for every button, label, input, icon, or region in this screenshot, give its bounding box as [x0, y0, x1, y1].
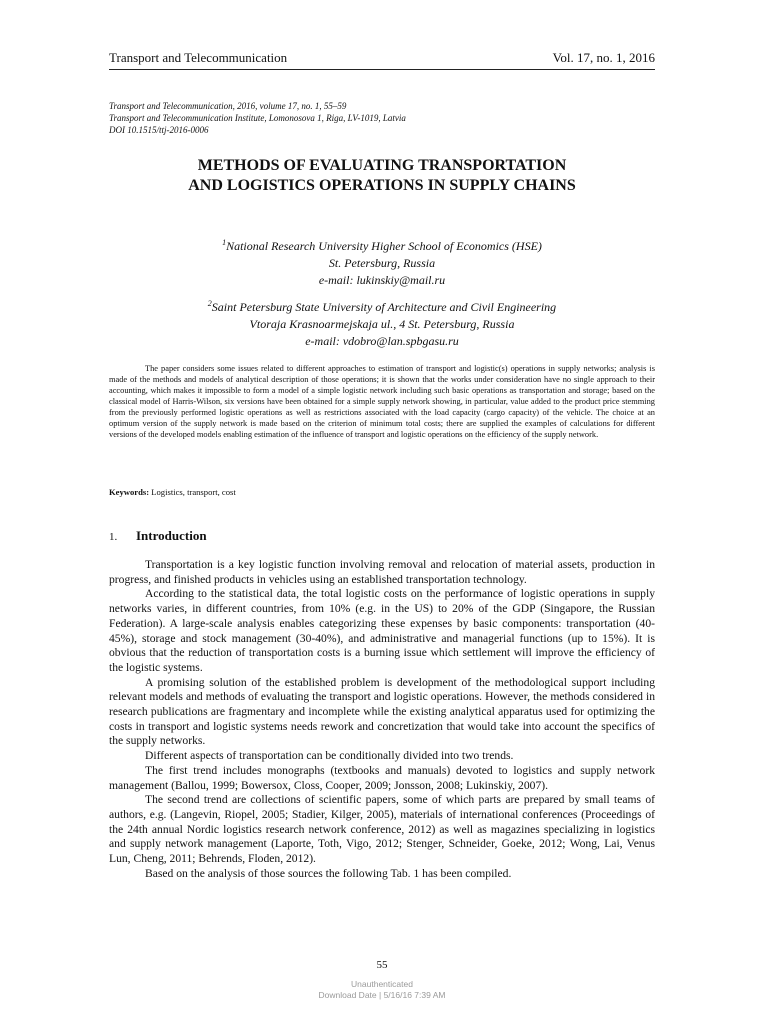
- section-title: Introduction: [136, 528, 207, 543]
- citation-block: [109, 100, 655, 136]
- affiliation-block: [109, 299, 655, 350]
- section-body: [109, 558, 655, 881]
- keywords: [109, 487, 655, 498]
- citation-line: Transport and Telecommunication, 2016, volume 17, no. 1, 55–59: [109, 101, 347, 111]
- title-line: METHODS OF EVALUATING TRANSPORTATION: [197, 157, 567, 174]
- abstract: The paper considers some issues related to different approaches to estimation of transport and logistic(s) operations in supply networks; analysis is made of the methods and models of analytical description of those operations; it is shown that the works under consideration have no single approach to their accounting, which makes it impossible to form a model of a simple logistic network including such basic operations as transportation and storage; based on the classical model of Harris-Wilson, six versions have been obtained for a simple supply network showing, in particular, value added to the product price stemming from the previously performed logistic operations as well as restrictions associated with the load capacity (cargo capacity) of the vehicle. The choice at an optimum version of the supply network is made based on the criterion of minimum total costs; there are supplied the examples of calculations for different versions of the developed models enabling estimation of the influence of transport and logistic operations on the efficiency of the supply network.: [109, 364, 655, 439]
- paragraph: Different aspects of transportation can be conditionally divided into two trends.: [145, 749, 514, 763]
- keywords-label: Keywords:: [109, 487, 150, 497]
- affiliation-institution: [109, 299, 655, 316]
- affiliation-email: e-mail: lukinskiy@mail.ru: [318, 273, 446, 287]
- affiliation-address: St. Petersburg, Russia: [328, 256, 436, 270]
- affiliation-address: Vtoraja Krasnoarmejskaja ul., 4 St. Petersburg, Russia: [249, 317, 515, 331]
- institution-name: Saint Petersburg State University of Architecture and Civil Engineering: [211, 300, 557, 314]
- page-number: 55: [376, 959, 388, 971]
- journal-name: Transport and Telecommunication: [109, 50, 288, 65]
- paragraph: A promising solution of the established problem is development of the methodological support including relevant models and methods of evaluating the transport and logistic operations. However, the methods considered in research publications are fragmentary and incomplete while the existing analytical apparatus used for optimizing the costs in transport and logistic systems needs rework and concretization that would take into account the specifics of the supply networks.: [109, 675, 655, 748]
- title-line: AND LOGISTICS OPERATIONS IN SUPPLY CHAINS: [188, 177, 576, 194]
- watermark-line: Unauthenticated: [351, 979, 413, 989]
- doi-line: DOI 10.1515/ttj-2016-0006: [109, 125, 209, 135]
- section-heading: [109, 528, 655, 545]
- affiliation-block: [109, 238, 655, 289]
- keywords-list: Logistics, transport, cost: [149, 487, 236, 497]
- paragraph: Transportation is a key logistic function involving removal and relocation of material assets, production in progress, and finished products in vehicles using an established transportation technology.: [109, 558, 655, 586]
- citation-line: Transport and Telecommunication Institute, Lomonosova 1, Riga, LV-1019, Latvia: [109, 113, 406, 123]
- affiliation-institution: [109, 238, 655, 255]
- institution-name: National Research University Higher School of Economics (HSE): [226, 239, 542, 253]
- affiliation-marker: 1: [222, 238, 227, 247]
- affiliation-email: e-mail: vdobro@lan.spbgasu.ru: [305, 334, 459, 348]
- section-number: 1.: [109, 531, 118, 543]
- paragraph: According to the statistical data, the total logistic costs on the performance of logistic operations in supply networks varies, in different countries, from 10% (e.g. in the US) to 20% of the GDP (Singapore, the Russian Federation). A large-scale analysis enables categorizing these expenses by basic components: transportation (40-45%), storage and stock management (30-40%), and administrative and managerial functions (up to 15%). It is obvious that the reduction of transportation costs is a burning issue which settlement will improve the efficiency of the logistic systems.: [109, 587, 655, 674]
- affiliation-marker: 2: [207, 299, 212, 308]
- watermark-line: Download Date | 5/16/16 7:39 AM: [318, 990, 446, 1000]
- paragraph: Based on the analysis of those sources the following Tab. 1 has been compiled.: [145, 866, 512, 880]
- running-header: [109, 50, 655, 70]
- paragraph: The second trend are collections of scientific papers, some of which parts are prepared by small teams of authors, e.g. (Langevin, Riopel, 2005; Stadier, Kilger, 2005), materials of international conferences (Proceedings of the 24th annual Nordic logistics research network conference, 2012) as well as magazines specializing in logistics and supply network management (Laporte, Toth, Vigo, 2012; Stenger, Schneider, Goeke, 2012; Wong, Lai, Venus Lun, Cheng, 2011; Behrends, Floden, 2012).: [109, 793, 655, 866]
- paragraph: The first trend includes monographs (textbooks and manuals) devoted to logistics and supply network management (Ballou, 1999; Bowersox, Closs, Cooper, 2009; Jonsson, 2008; Lukinskiy, 2007).: [109, 763, 655, 792]
- volume-info: Vol. 17, no. 1, 2016: [552, 50, 655, 65]
- download-watermark: [109, 979, 655, 1001]
- paper-title: [109, 156, 655, 196]
